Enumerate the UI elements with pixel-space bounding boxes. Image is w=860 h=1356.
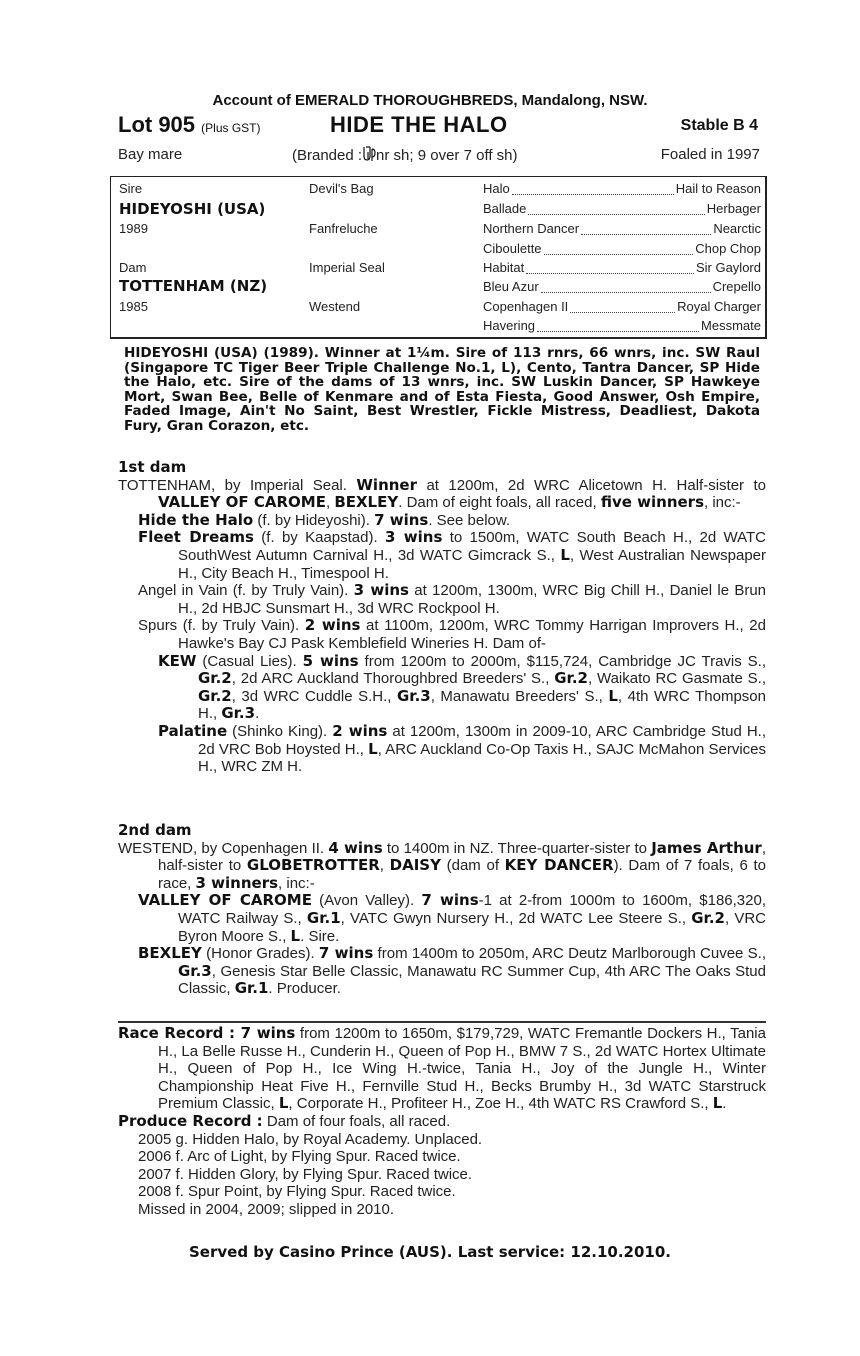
pedigree-gen3-row: Halo Hail to Reason — [483, 181, 761, 196]
pedigree-table — [110, 176, 767, 339]
lot-number: Lot 905 (Plus GST) — [118, 112, 261, 137]
dam-label: Dam — [119, 260, 147, 275]
sire-of-sire: Devil's Bag — [309, 181, 374, 196]
pedigree-gen3-row: Habitat Sir Gaylord — [483, 260, 761, 275]
produce-list — [118, 1131, 766, 1219]
horse-sex: Bay mare — [118, 146, 183, 163]
list-item: 2006 f. Arc of Light, by Flying Spur. Raced twice. — [138, 1148, 461, 1166]
first-dam-intro: TOTTENHAM, by Imperial Seal. Winner at 1200m, 2d WRC Alicetown H. Half-sister to VALLEY OF CAROME, BEXLEY. Dam of eight foals, all raced, five winners, inc:- — [118, 475, 766, 512]
foaled-year: Foaled in 1997 — [660, 146, 760, 163]
second-dam-heading: 2nd dam — [118, 821, 192, 839]
lot-line — [118, 112, 766, 140]
produce-record: Produce Record : Dam of four foals, all raced. — [118, 1111, 451, 1130]
list-item: Hide the Halo (f. by Hideyoshi). 7 wins. See below. — [138, 510, 511, 529]
list-item: KEW (Casual Lies). 5 wins from 1200m to 2000m, $115,724, Cambridge JC Travis S., Gr.2, 2d ARC Auckland Thoroughbred Breeders' S., Gr.2, Waikato RC Gasmate S., Gr.2, 3d WRC Cuddle S.H., Gr.3, Manawatu Breeders' S., L, 4th WRC Thompson H., Gr.3. — [158, 651, 767, 723]
list-item: BEXLEY (Honor Grades). 7 wins from 1400m to 2050m, ARC Deutz Marlborough Cuvee S., Gr.3, Genesis Star Belle Classic, Manawatu RC Summer Cup, 4th ARC The Oaks Stud Classic, Gr.1. Producer. — [138, 944, 767, 998]
pedigree-gen3-row: Ciboulette Chop Chop — [483, 241, 761, 256]
vendor-account: Account of EMERALD THOROUGHBREDS, Mandalong, NSW. — [212, 92, 648, 109]
records-section — [118, 1025, 766, 1219]
description-line — [118, 146, 762, 168]
list-item: Missed in 2004, 2009; slipped in 2010. — [138, 1200, 395, 1218]
list-item: Spurs (f. by Truly Vain). 2 wins at 1100m, 1200m, WRC Tommy Harrigan Improvers H., 2d Hawke's Bay CJ Pask Kemblefield Wineries H. Dam of- — [138, 616, 766, 652]
stable-location: Stable B 4 — [680, 117, 758, 134]
sire-of-dam: Imperial Seal — [309, 260, 385, 275]
service-note: Served by Casino Prince (AUS). Last service: 12.10.2010. — [189, 1243, 671, 1261]
first-dam-heading: 1st dam — [118, 458, 187, 476]
pedigree-gen3-row: Northern Dancer Nearctic — [483, 221, 761, 236]
dam-of-sire: Fanfreluche — [309, 221, 378, 236]
horse-name: HIDE THE HALO — [330, 112, 508, 137]
list-item: Fleet Dreams (f. by Kaapstad). 3 wins to 1500m, WATC South Beach H., 2d WATC SouthWest Autumn Carnival H., 3d WATC Gimcrack S., L, West Australian Newspaper H., City Beach H., Timespool H. — [138, 528, 767, 582]
first-dam-section — [118, 459, 766, 776]
list-item: Angel in Vain (f. by Truly Vain). 3 wins at 1200m, 1300m, WRC Big Chill H., Daniel le Brun H., 2d HBJC Sunsmart H., 3d WRC Rockpool H. — [138, 581, 767, 617]
list-item: VALLEY OF CAROME (Avon Valley). 7 wins-1 at 2-from 1000m to 1600m, $186,320, WATC Railway S., Gr.1, VATC Gwyn Nursery H., 2d WATC Lee Steere S., Gr.2, VRC Byron Moore S., L. Sire. — [138, 891, 767, 945]
sire-year: 1989 — [119, 221, 148, 236]
list-item: Palatine (Shinko King). 2 wins at 1200m, 1300m in 2009-10, ARC Cambridge Stud H., 2d VRC Bob Hoysted H., L, ARC Auckland Co-Op Taxis H., SAJC McMahon Services H., WRC ZM H. — [158, 721, 767, 776]
dam-of-dam: Westend — [309, 299, 361, 314]
pedigree-gen3-row: Havering Messmate — [483, 318, 761, 333]
section-divider — [118, 1021, 766, 1023]
list-item: 2008 f. Spur Point, by Flying Spur. Raced twice. — [138, 1183, 456, 1201]
sire-label: Sire — [119, 181, 143, 196]
list-item: 2007 f. Hidden Glory, by Flying Spur. Raced twice. — [138, 1165, 473, 1183]
pedigree-gen3-row: Bleu Azur Crepello — [483, 279, 761, 294]
sire-name: HIDEYOSHI (USA) — [119, 200, 266, 218]
second-dam-intro: WESTEND, by Copenhagen II. 4 wins to 1400m in NZ. Three-quarter-sister to James Arthur, half-sister to GLOBETROTTER, DAISY (dam of KEY DANCER). Dam of 7 foals, 6 to race, 3 winners, inc:- — [118, 838, 767, 892]
gst-note: (Plus GST) — [201, 121, 261, 135]
dam-name: TOTTENHAM (NZ) — [119, 277, 268, 295]
sire-summary: HIDEYOSHI (USA) (1989). Winner at 1¼m. Sire of 113 rnrs, 66 wnrs, inc. SW Raul (Singapore TC Tiger Beer Triple Challenge No.1, L), Cento, Tantra Dancer, SP Hide the Halo, etc. Sire of the dams of 13 wnrs, inc. SW Luskin Dancer, SP Hawkeye Mort, Swan Bee, Belle of Kenmare and of Esta Fiesta, Good Answer, Osh Empire, Faded Image, Ain't No Saint, Best Wrestler, Fickle Mistress, Deadliest, Dakota Fury, Gran Corazon, etc. — [124, 345, 760, 434]
list-item: 2005 g. Hidden Halo, by Royal Academy. Unplaced. — [138, 1130, 483, 1148]
race-record: Race Record : 7 wins from 1200m to 1650m, $179,729, WATC Fremantle Dockers H., Tania H., La Belle Russe H., Cunderin H., Queen of Pop H., BMW 7 S., 2d WATC Hortex Ultimate H., Queen of Pop H., Ice Wing H.-twice, Tania H., Joy of the Jungle H., Winter Championship Heat Five H., Fernville Stud H., Becks Brumby H., 3d WATC Starstruck Premium Classic, L, Corporate H., Profiteer H., Zoe H., 4th WATC RS Crawford S., L. — [118, 1024, 766, 1113]
dam-year: 1985 — [119, 299, 148, 314]
pedigree-gen3-row: Copenhagen II Royal Charger — [483, 299, 761, 314]
second-dam-section — [118, 822, 766, 998]
brand-description: (Branded : nr sh; 9 over 7 off sh) — [292, 147, 518, 164]
brand-mark-icon — [362, 146, 376, 162]
pedigree-gen3-row: Ballade Herbager — [483, 201, 761, 216]
